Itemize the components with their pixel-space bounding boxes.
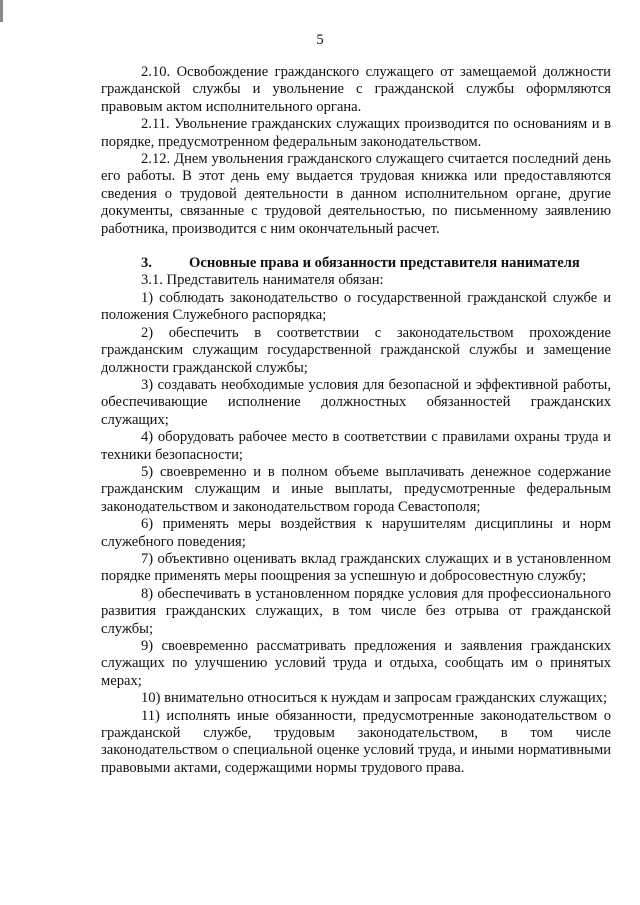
spacer xyxy=(101,238,611,255)
scan-edge-mark xyxy=(0,0,3,22)
paragraph-2-11: 2.11. Увольнение гражданских служащих производится по основаниям и в порядке, предусмотренном федеральным законодательством. xyxy=(101,116,611,150)
section-title: Основные права и обязанности представителя нанимателя xyxy=(189,255,580,272)
list-item: 11) исполнять иные обязанности, предусмотренные законодательством о гражданской службе, трудовым законодательством, в том числе законодательством о специальной оценке условий труда, и иными нормативными правовыми актами, содержащими нормы трудового права. xyxy=(101,707,611,776)
page-number: 5 xyxy=(316,32,324,48)
paragraph-2-10: 2.10. Освобождение гражданского служащего от замещаемой должности гражданской службы и увольнение с гражданской службы оформляются правовым актом исполнительного органа. xyxy=(101,64,611,115)
list-item: 7) объективно оценивать вклад гражданских служащих и в установленном порядке применять меры поощрения за успешную и добросовестную службу; xyxy=(101,550,611,585)
list-item: 1) соблюдать законодательство о государственной гражданской службе и положения Служебного распорядка; xyxy=(101,289,611,324)
list-item: 10) внимательно относиться к нуждам и запросам гражданских служащих; xyxy=(141,690,608,707)
paragraph-2-12: 2.12. Днем увольнения гражданского служащего считается последний день его работы. В этот день ему выдается трудовая книжка или предоставляются сведения о трудовой деятельности в данном исполнительном органе, другие документы, связанные с трудовой деятельностью, по письменному заявлению работника, производится с ним окончательный расчет. xyxy=(101,151,611,237)
list-item: 4) оборудовать рабочее место в соответствии с правилами охраны труда и техники безопасности; xyxy=(101,429,611,463)
list-item: 9) своевременно рассматривать предложения и заявления гражданских служащих по улучшению условий труда и отдыха, сообщать им о принятых мерах; xyxy=(101,638,611,689)
list-item: 6) применять меры воздействия к нарушителям дисциплины и норм служебного поведения; xyxy=(101,516,611,550)
list-item: 3) создавать необходимые условия для безопасной и эффективной работы, обеспечивающие исполнение должностных обязанностей гражданских служащих; xyxy=(101,376,611,428)
section-number: 3. xyxy=(141,255,152,272)
document-body xyxy=(101,64,611,777)
list-item: 2) обеспечить в соответствии с законодательством прохождение гражданским служащим государственной гражданской службы и замещение должности гражданской службы; xyxy=(101,324,611,376)
clause-3-1: 3.1. Представитель нанимателя обязан: xyxy=(141,272,384,289)
section-heading xyxy=(101,255,611,272)
list-item: 8) обеспечивать в установленном порядке условия для профессионального развития гражданских служащих, в том числе без отрыва от гражданской службы; xyxy=(101,585,611,637)
list-item: 5) своевременно и в полном объеме выплачивать денежное содержание гражданским служащим и иные выплаты, предусмотренные федеральным законодательством и законодательством города Севастополя; xyxy=(101,463,611,515)
